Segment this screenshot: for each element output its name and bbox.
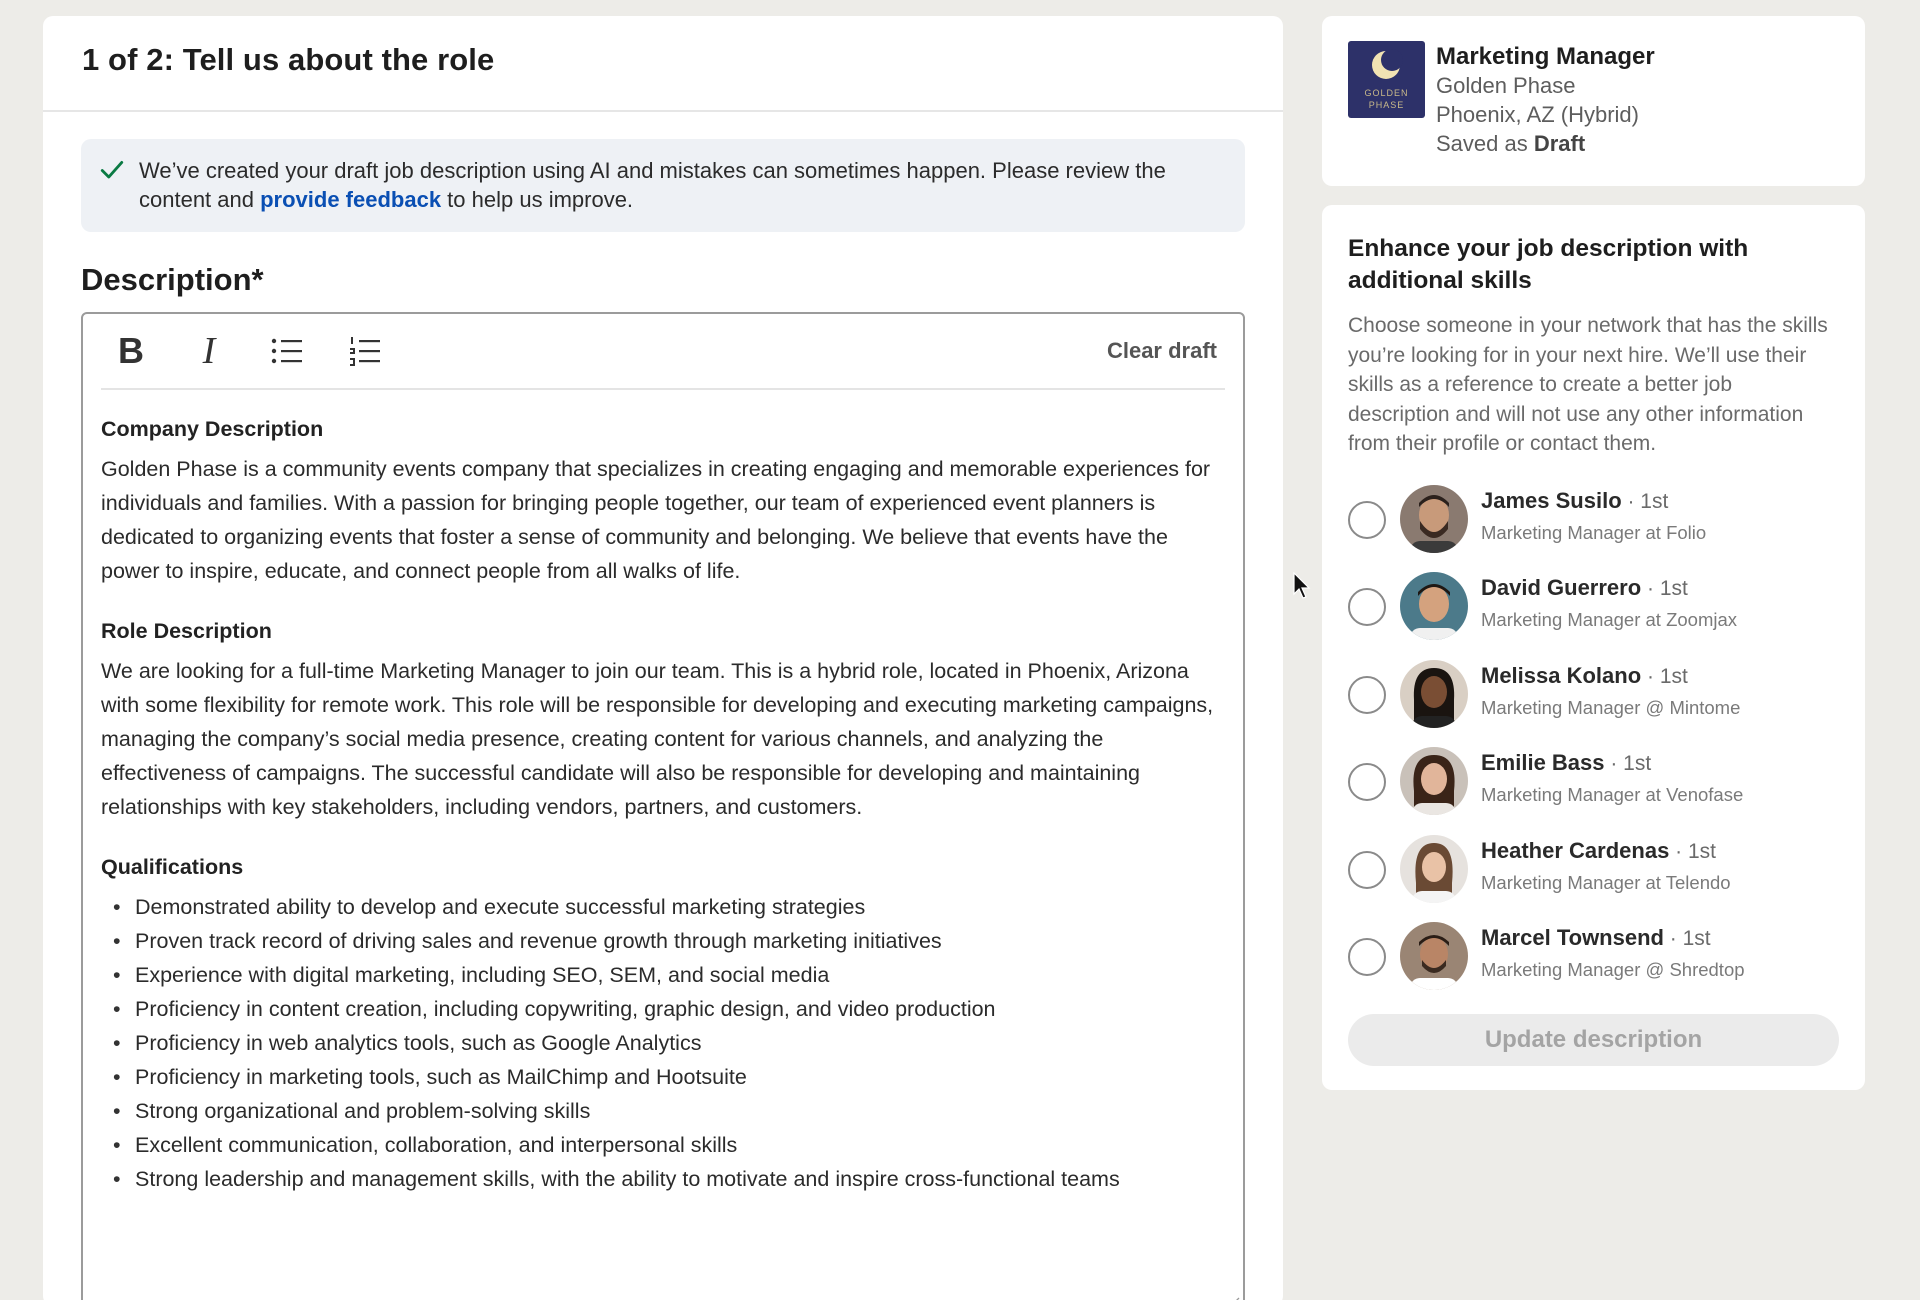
person-text	[1481, 925, 1745, 981]
step-header	[43, 16, 1283, 112]
numbered-list-icon	[348, 334, 382, 368]
person-headline: Marketing Manager @ Shredtop	[1481, 959, 1745, 980]
radio-button[interactable]	[1348, 938, 1386, 976]
role-description-text: We are looking for a full-time Marketing Manager to join our team. This is a hybrid role, located in Phoenix, Arizona with some flexibility for remote work. This role will be responsible for developing and executing marketing campaigns, managing the company’s social media presence, creating content for various channels, and analyzing the effectiveness of campaigns. The successful candidate will also be responsible for developing and maintaining relationships with key stakeholders, including vendors, partners, and customers.	[101, 659, 1214, 819]
person-name: Emilie Bass	[1481, 750, 1605, 775]
person-name: Marcel Townsend	[1481, 925, 1664, 950]
numbered-list-button[interactable]	[335, 321, 395, 381]
checkmark-icon	[99, 157, 125, 183]
editor-toolbar	[101, 314, 1225, 390]
qualification-item: • Excellent communication, collaboration, and interpersonal skills	[113, 1128, 1225, 1162]
person-option[interactable]	[1348, 747, 1839, 835]
role-description-heading: Role Description	[101, 619, 272, 643]
enhance-title: Enhance your job description with additional skills	[1348, 235, 1749, 294]
job-location: Phoenix, AZ (Hybrid)	[1436, 102, 1639, 127]
bulleted-list-icon	[270, 334, 304, 368]
person-name: Melissa Kolano	[1481, 662, 1642, 688]
person-text	[1481, 750, 1743, 806]
avatar	[1400, 835, 1468, 903]
update-description-button[interactable]: Update description	[1348, 1014, 1839, 1066]
radio-button[interactable]	[1348, 588, 1386, 626]
qualification-item: • Proficiency in content creation, including copywriting, graphic design, and video production	[113, 992, 1225, 1026]
avatar	[1400, 572, 1468, 640]
person-text	[1481, 838, 1731, 894]
qualification-item: • Demonstrated ability to develop and execute successful marketing strategies	[113, 890, 1225, 924]
logo-text-phase: PHASE	[1368, 100, 1405, 110]
person-text	[1481, 663, 1740, 719]
avatar	[1400, 922, 1468, 990]
avatar	[1400, 660, 1468, 728]
connection-degree: · 1st	[1604, 752, 1652, 775]
qualification-item: • Proficiency in marketing tools, such as MailChimp and Hootsuite	[113, 1060, 1225, 1094]
ai-draft-notice	[81, 139, 1245, 232]
company-description-heading: Company Description	[101, 417, 324, 441]
saved-status	[1436, 129, 1655, 158]
job-description-panel	[43, 16, 1283, 1300]
italic-button[interactable]: I	[202, 330, 216, 372]
connection-degree: · 1st	[1641, 664, 1688, 688]
company-logo	[1348, 41, 1425, 118]
person-option[interactable]	[1348, 572, 1839, 660]
qualification-item: • Proficiency in web analytics tools, such as Google Analytics	[113, 1026, 1225, 1060]
person-headline: Marketing Manager @ Mintome	[1481, 696, 1741, 718]
job-title: Marketing Manager	[1436, 43, 1655, 70]
avatar	[1400, 747, 1468, 815]
avatar	[1400, 485, 1468, 553]
person-text	[1481, 575, 1737, 631]
connection-degree: · 1st	[1669, 839, 1716, 863]
bold-button[interactable]: B	[118, 330, 144, 371]
person-name: James Susilo	[1481, 487, 1622, 513]
qualifications-list	[101, 890, 1225, 1196]
bulleted-list-button[interactable]	[257, 321, 317, 381]
qualification-item: • Experience with digital marketing, including SEO, SEM, and social media	[113, 958, 1225, 992]
radio-button[interactable]	[1348, 851, 1386, 889]
person-option[interactable]	[1348, 485, 1839, 573]
radio-button[interactable]	[1348, 501, 1386, 539]
saved-prefix: Saved as	[1436, 131, 1534, 156]
person-option[interactable]	[1348, 835, 1839, 923]
golden-phase-logo-icon	[1348, 41, 1425, 118]
network-people-list	[1348, 485, 1839, 1010]
qualification-item: • Strong leadership and management skills, with the ability to motivate and inspire cross-functional teams	[113, 1162, 1225, 1196]
notice-text-after: to help us improve.	[441, 187, 634, 212]
resize-handle-icon[interactable]	[1228, 1295, 1240, 1300]
qualification-item: • Strong organizational and problem-solving skills	[113, 1094, 1225, 1128]
person-text	[1481, 488, 1706, 544]
logo-text-golden: GOLDEN	[1364, 88, 1409, 98]
person-name: Heather Cardenas	[1481, 837, 1670, 863]
step-title: 1 of 2: Tell us about the role	[82, 42, 495, 77]
qualifications-heading: Qualifications	[101, 855, 244, 879]
radio-button[interactable]	[1348, 676, 1386, 714]
connection-degree: · 1st	[1641, 577, 1688, 600]
editor-content[interactable]	[83, 390, 1243, 1196]
person-option[interactable]	[1348, 922, 1839, 1010]
description-editor[interactable]	[81, 312, 1245, 1300]
person-headline: Marketing Manager at Zoomjax	[1481, 609, 1738, 630]
person-headline: Marketing Manager at Telendo	[1481, 871, 1731, 893]
job-summary-card	[1322, 16, 1865, 186]
radio-button[interactable]	[1348, 763, 1386, 801]
description-label: Description*	[81, 262, 264, 297]
notice-text-before: We’ve created your draft job description using AI and mistakes can sometimes happen. Please review the content and	[139, 158, 1166, 212]
person-name: David Guerrero	[1481, 575, 1642, 600]
job-info	[1436, 42, 1655, 158]
person-headline: Marketing Manager at Folio	[1481, 521, 1707, 543]
enhance-description: Choose someone in your network that has the skills you’re looking for in your next hire. We’ll use their skills as a reference to create a better job description and will not use any other information from their profile or contact them.	[1348, 314, 1828, 455]
company-name: Golden Phase	[1436, 73, 1576, 98]
company-description-text: Golden Phase is a community events company that specializes in creating engaging and memorable experiences for individuals and families. With a passion for bringing people together, our team of experienced event planners is dedicated to organizing events that foster a sense of community and belonging. We believe that events have the power to inspire, educate, and connect people from all walks of life.	[101, 457, 1211, 583]
provide-feedback-link[interactable]: provide feedback	[260, 187, 442, 212]
person-option[interactable]	[1348, 660, 1839, 748]
qualification-item: • Proven track record of driving sales and revenue growth through marketing initiatives	[113, 924, 1225, 958]
saved-state: Draft	[1533, 131, 1586, 156]
connection-degree: · 1st	[1621, 489, 1669, 513]
enhance-skills-card	[1322, 205, 1865, 1090]
person-headline: Marketing Manager at Venofase	[1481, 784, 1744, 805]
mouse-cursor-icon	[1293, 572, 1311, 600]
clear-draft-button[interactable]: Clear draft	[1106, 338, 1217, 363]
connection-degree: · 1st	[1663, 927, 1711, 950]
